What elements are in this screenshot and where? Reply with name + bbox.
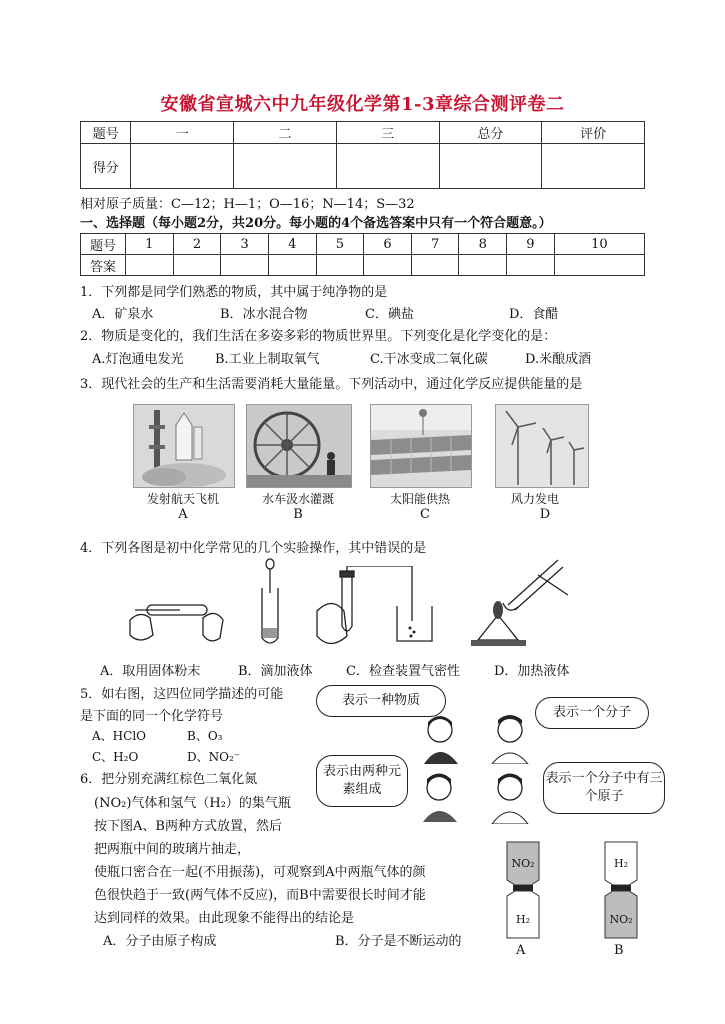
- airtightness-check-illustration: [312, 566, 442, 656]
- speech-bubble-molecule: 表示一个分子: [535, 697, 649, 729]
- q6-option-b: B．分子是不断运动的: [335, 934, 462, 949]
- speech-bubble-substance: 表示一种物质: [316, 685, 446, 717]
- q4-option-c: C．检查装置气密性: [346, 664, 460, 679]
- answer-number: 9: [507, 234, 555, 255]
- water-wheel-image: [246, 404, 352, 488]
- q1-stem: 1．下列都是同学们熟悉的物质，其中属于纯净物的是: [80, 285, 388, 300]
- q3-caption-b: 水车汲水灌溉: [261, 492, 334, 506]
- speech-bubble-two-elements: 表示由两种元素组成: [316, 755, 408, 807]
- speech-bubble-three-atoms: 表示一个分子中有三个原子: [543, 762, 665, 814]
- answer-cell[interactable]: [268, 255, 316, 276]
- student-figure-icon: [415, 770, 465, 822]
- jar-a-top-gas: NO₂: [511, 857, 535, 870]
- heating-liquid-illustration: [463, 555, 573, 655]
- score-header-cell: 总分: [439, 122, 542, 144]
- answer-cell[interactable]: [507, 255, 555, 276]
- jar-b-top-gas: H₂: [613, 857, 628, 870]
- student-figure-icon: [418, 712, 468, 764]
- answer-table: [80, 233, 645, 276]
- answer-number: 5: [316, 234, 364, 255]
- section1-heading: 一、选择题（每小题2分，共20分。每小题的4个备选答案中只有一个符合题意。）: [80, 216, 552, 231]
- atomic-masses: 相对原子质量：C—12；H—1；O—16；N—14；S—32: [80, 197, 415, 212]
- q3-caption-c: 太阳能供热: [389, 492, 450, 506]
- score-row-label: 得分: [81, 144, 131, 189]
- answer-cell[interactable]: [221, 255, 269, 276]
- q3-caption-a: 发射航天飞机: [146, 492, 219, 506]
- answer-cell[interactable]: [364, 255, 412, 276]
- score-header-cell: 二: [234, 122, 337, 144]
- answer-row-label: 答案: [81, 255, 126, 276]
- answer-cell[interactable]: [126, 255, 174, 276]
- answer-header-label: 题号: [81, 234, 126, 255]
- jar-a-letter: A: [516, 943, 526, 958]
- score-table: [80, 121, 645, 189]
- answer-cell[interactable]: [411, 255, 459, 276]
- q6-line1: 6．把分别充满红棕色二氧化氮: [80, 772, 258, 787]
- answer-cell[interactable]: [316, 255, 364, 276]
- q2-option-b: B.工业上制取氧气: [215, 352, 320, 367]
- dropper-illustration: [255, 558, 285, 648]
- q5-option-c: C、H₂O: [92, 750, 139, 764]
- q5-option-d: D、NO₂⁻: [187, 750, 241, 764]
- answer-number: 10: [554, 234, 644, 255]
- shuttle-launch-image: [133, 404, 235, 488]
- answer-cell[interactable]: [173, 255, 221, 276]
- q2-option-c: C.干冰变成二氧化碳: [370, 352, 488, 367]
- answer-cell[interactable]: [554, 255, 644, 276]
- q2-option-a: A.灯泡通电发光: [92, 352, 184, 367]
- q3-caption-d: 风力发电: [510, 492, 559, 506]
- answer-number: 8: [459, 234, 507, 255]
- jar-a-bottom-gas: H₂: [515, 913, 530, 926]
- q6-line4: 把两瓶中间的玻璃片抽走，: [94, 842, 251, 857]
- answer-cell[interactable]: [459, 255, 507, 276]
- q5-option-a: A、HClO: [92, 729, 146, 743]
- q6-option-a: A．分子由原子构成: [103, 934, 217, 949]
- answer-number: 4: [268, 234, 316, 255]
- q5-stem-line2: 是下面的同一个化学符号: [80, 709, 224, 724]
- jar-b-bottom-gas: NO₂: [609, 913, 633, 926]
- q3-letter-a: A: [178, 507, 188, 522]
- answer-number: 7: [411, 234, 459, 255]
- q4-stem: 4．下列各图是初中化学常见的几个实验操作，其中错误的是: [80, 541, 427, 556]
- q3-letter-c: C: [420, 507, 430, 522]
- student-figure-icon: [488, 712, 532, 764]
- q2-option-d: D.米酿成酒: [525, 352, 592, 367]
- q3-letter-d: D: [539, 507, 551, 522]
- solar-heater-image: [370, 404, 472, 488]
- student-figure-icon: [486, 770, 534, 824]
- score-cell[interactable]: [131, 144, 234, 189]
- wind-power-image: [495, 404, 589, 488]
- score-cell[interactable]: [542, 144, 645, 189]
- q5-stem-line1: 5．如右图，这四位同学描述的可能: [80, 687, 284, 702]
- score-header-cell: 一: [131, 122, 234, 144]
- answer-number: 3: [221, 234, 269, 255]
- q6-line3: 按下图A、B两种方式放置，然后: [94, 819, 282, 834]
- jar-b-letter: B: [614, 943, 624, 958]
- score-cell[interactable]: [439, 144, 542, 189]
- solid-powder-illustration: [125, 590, 225, 650]
- q3-stem: 3．现代社会的生产和生活需要消耗大量能量。下列活动中，通过化学反应提供能量的是: [80, 377, 583, 392]
- score-cell[interactable]: [234, 144, 337, 189]
- q1-option-c: C．碘盐: [365, 307, 414, 322]
- score-header-cell: 题号: [81, 122, 131, 144]
- q6-line5: 使瓶口密合在一起(不用振荡)，可观察到A中两瓶气体的颜: [94, 865, 426, 880]
- page-title: 安徽省宣城六中九年级化学第1-3章综合测评卷二: [160, 94, 565, 115]
- q6-line2: (NO₂)气体和氢气（H₂）的集气瓶: [94, 796, 291, 811]
- q2-stem: 2．物质是变化的，我们生活在多姿多彩的物质世界里。下列变化是化学变化的是：: [80, 329, 557, 344]
- score-header-cell: 评价: [542, 122, 645, 144]
- q4-option-b: B．滴加液体: [238, 664, 313, 679]
- q4-option-d: D．加热液体: [494, 664, 570, 679]
- q6-line7: 达到同样的效果。由此现象不能得出的结论是: [94, 911, 355, 926]
- score-cell[interactable]: [336, 144, 439, 189]
- q6-line6: 色很快趋于一致(两气体不反应)，而B中需要很长时间才能: [94, 888, 426, 903]
- q1-option-d: D．食醋: [509, 307, 559, 322]
- score-header-cell: 三: [336, 122, 439, 144]
- q5-option-b: B、O₃: [187, 729, 223, 743]
- q1-option-a: A．矿泉水: [92, 307, 154, 322]
- answer-number: 1: [126, 234, 174, 255]
- answer-number: 6: [364, 234, 412, 255]
- answer-number: 2: [173, 234, 221, 255]
- q1-option-b: B．冰水混合物: [220, 307, 308, 322]
- q4-option-a: A．取用固体粉末: [100, 664, 201, 679]
- q3-letter-b: B: [293, 507, 303, 522]
